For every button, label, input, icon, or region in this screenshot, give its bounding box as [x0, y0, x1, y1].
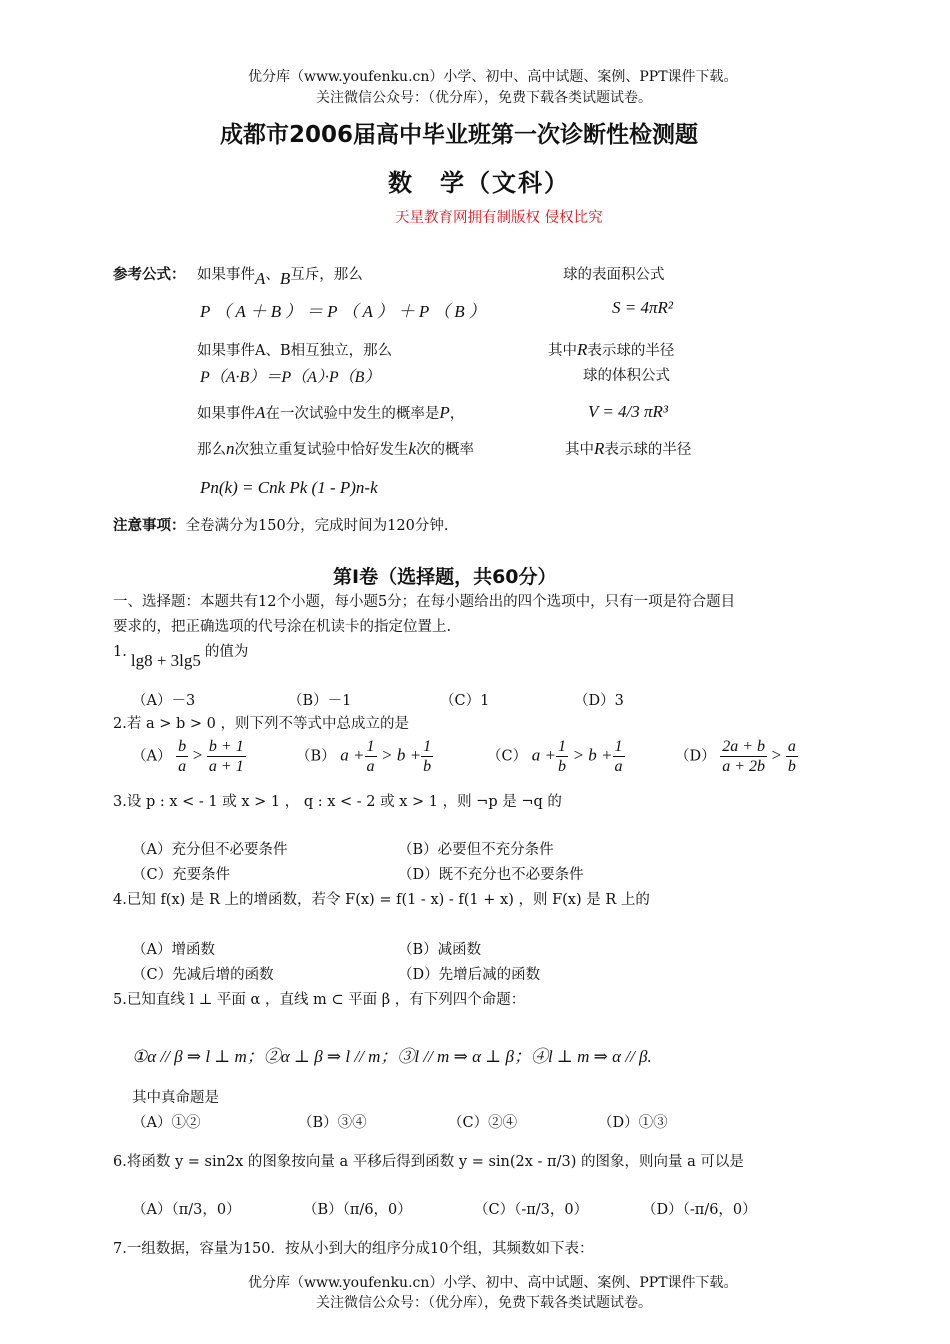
- q6-option-d[interactable]: （D）（-π/6，0）: [642, 1202, 757, 1218]
- formula-sphere-area: S = 4πR²: [612, 298, 673, 317]
- q2-option-b[interactable]: （B） a + $\frac{1}{a}$ > b + $\frac{1}{b}$: [296, 738, 432, 775]
- q6-option-b[interactable]: （B）（π/6，0）: [303, 1202, 412, 1218]
- page-title: 成都市2006届高中毕业班第一次诊断性检测题: [220, 122, 699, 148]
- question-6: 6.将函数 y = sin2x 的图象按向量 a 平移后得到函数 y = sin(2x - π/3) 的图象，则向量 a 可以是: [113, 1154, 744, 1170]
- q5-ask: 其中真命题是: [132, 1090, 219, 1106]
- q3-option-d[interactable]: （D）既不充分也不必要条件: [398, 867, 584, 883]
- question-1: 1. lg8 + 3lg5 的值为: [113, 644, 249, 670]
- footer-line-1: 优分库（www.youfenku.cn）小学、初中、高中试题、案例、PPT课件下载。: [248, 1275, 738, 1291]
- footer-line-2: 关注微信公众号：（优分库），免费下载各类试题试卷。: [316, 1295, 652, 1311]
- q2-option-c[interactable]: （C） a + $\frac{1}{b}$ > b + $\frac{1}{a}$: [487, 738, 623, 775]
- q4-option-c[interactable]: （C）先减后增的函数: [132, 967, 274, 983]
- formula-right-2: 其中R表示球的半径: [548, 340, 675, 359]
- q5-propositions: ①α // β ⇒ l ⊥ m；②α ⊥ β ⇒ l // m；③l // m ⇒ α ⊥ β；④l ⊥ m ⇒ α // β.: [132, 1047, 652, 1066]
- q4-option-a[interactable]: （A）增函数: [132, 942, 215, 958]
- question-2: 2.若 a > b > 0 ，则下列不等式中总成立的是: [113, 716, 409, 732]
- page-subtitle: 数 学（文科）: [388, 169, 570, 197]
- question-3: 3.设 p : x < - 1 或 x > 1 ， q : x < - 2 或 x > 1 ，则 ¬p 是 ¬q 的: [113, 794, 562, 810]
- q1-option-d[interactable]: （D）3: [574, 693, 624, 709]
- section-intro-1: 一、选择题：本题共有12个小题，每小题5分；在每小题给出的四个选项中，只有一项是符合题目: [113, 594, 736, 610]
- q3-option-b[interactable]: （B）必要但不充分条件: [398, 842, 554, 858]
- q6-option-a[interactable]: （A）（π/3，0）: [132, 1202, 241, 1218]
- formula-prob-product: P（A·B）＝P（A）·P（B）: [200, 369, 381, 386]
- formula-line-4: 那么n次独立重复试验中恰好发生k次的概率: [197, 439, 475, 458]
- header-line-1: 优分库（www.youfenku.cn）小学、初中、高中试题、案例、PPT课件下载。: [248, 69, 738, 85]
- q4-option-d[interactable]: （D）先增后减的函数: [398, 967, 541, 983]
- formula-prob-sum: P（A＋B）＝P（A）＋P（B）: [200, 302, 490, 321]
- q6-option-c[interactable]: （C）（-π/3，0）: [474, 1202, 589, 1218]
- formula-right-4: 其中R表示球的半径: [565, 439, 692, 458]
- formula-line-2: 如果事件A、B相互独立，那么: [197, 343, 393, 359]
- q1-option-c[interactable]: （C）1: [440, 693, 490, 709]
- q5-option-b[interactable]: （B）③④: [298, 1115, 367, 1131]
- section-heading: 第Ⅰ卷（选择题，共60分）: [333, 566, 557, 588]
- copyright-notice: 天星教育网拥有制版权 侵权比究: [395, 210, 603, 226]
- question-4: 4.已知 f(x) 是 R 上的增函数，若令 F(x) = f(1 - x) - f(1 + x) ，则 F(x) 是 R 上的: [113, 892, 650, 908]
- header-line-2: 关注微信公众号：（优分库），免费下载各类试题试卷。: [316, 90, 652, 106]
- q3-option-a[interactable]: （A）充分但不必要条件: [132, 842, 288, 858]
- q2-option-d[interactable]: （D） $\frac{2a + b}{a + 2b}$ > $\frac{a}{b}$: [675, 738, 796, 775]
- formula-right-1: 球的表面积公式: [563, 267, 665, 283]
- q4-option-b[interactable]: （B）减函数: [398, 942, 482, 958]
- section-intro-2: 要求的，把正确选项的代号涂在机读卡的指定位置上.: [113, 619, 452, 635]
- question-7: 7.一组数据，容量为150．按从小到大的组序分成10个组，其频数如下表：: [113, 1241, 594, 1257]
- q5-option-c[interactable]: （C）②④: [448, 1115, 518, 1131]
- formula-line-1: 如果事件A、B互斥，那么: [197, 267, 363, 288]
- q5-option-a[interactable]: （A）①②: [132, 1115, 201, 1131]
- q1-option-b[interactable]: （B）－1: [288, 693, 352, 709]
- notice: 注意事项：全卷满分为150分，完成时间为120分钟.: [113, 517, 449, 534]
- q2-option-a[interactable]: （A） $\frac{b}{a}$ > $\frac{b + 1}{a + 1}$: [132, 738, 244, 775]
- q5-option-d[interactable]: （D）①③: [598, 1115, 668, 1131]
- formula-binomial: Pn(k) = Cnk Pk (1 - P)n-k: [200, 478, 378, 497]
- q1-option-a[interactable]: （A）－3: [132, 693, 196, 709]
- question-5: 5.已知直线 l ⊥ 平面 α ，直线 m ⊂ 平面 β ，有下列四个命题：: [113, 992, 526, 1008]
- formula-line-3: 如果事件A在一次试验中发生的概率是P，: [197, 403, 465, 422]
- q3-option-c[interactable]: （C）充要条件: [132, 867, 231, 883]
- formulas-label: 参考公式：: [113, 266, 186, 283]
- formula-sphere-volume: V = 4/3 πR³: [588, 402, 669, 421]
- formula-right-3: 球的体积公式: [583, 368, 670, 384]
